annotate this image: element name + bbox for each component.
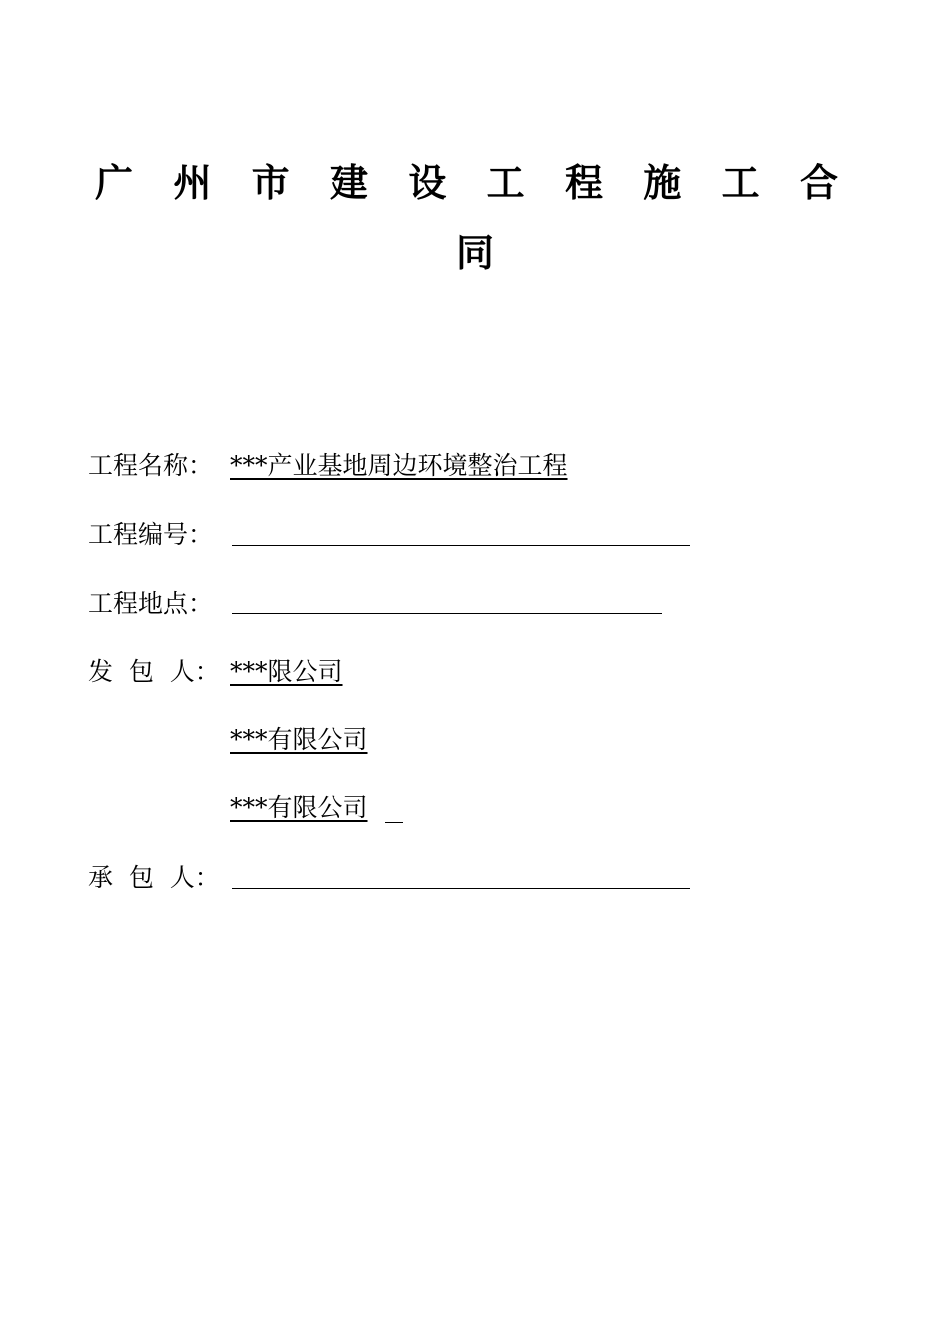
employer-value-1: ***限公司 xyxy=(230,657,343,686)
project-location-blank-line xyxy=(232,613,662,614)
project-location-label: 工程地点： xyxy=(88,589,214,618)
contractor-row xyxy=(88,858,230,898)
project-number-row xyxy=(88,515,230,555)
project-number-label: 工程编号： xyxy=(88,520,214,549)
title-char: 建 xyxy=(329,161,368,205)
project-name-row xyxy=(88,446,568,486)
title-char: 程 xyxy=(564,161,603,205)
project-name-label: 工程名称： xyxy=(88,451,214,480)
employer-value-3: ***有限公司 xyxy=(230,793,368,822)
employer-label: 发 包 人： xyxy=(88,657,220,686)
contract-title-line-1 xyxy=(0,160,950,206)
project-name-value: ***产业基地周边环境整治工程 xyxy=(230,451,568,480)
title-char: 施 xyxy=(643,161,682,205)
title-char: 合 xyxy=(799,161,838,205)
title-char: 州 xyxy=(173,161,212,205)
title-char: 工 xyxy=(721,161,760,205)
contract-title-line-2: 同 xyxy=(455,231,494,275)
project-number-blank-line xyxy=(232,545,690,546)
project-location-row xyxy=(88,584,230,624)
employer-value-2: ***有限公司 xyxy=(230,725,368,754)
contractor-blank-line xyxy=(232,888,690,889)
contractor-label: 承 包 人： xyxy=(88,863,220,892)
title-char: 市 xyxy=(251,161,290,205)
employer-row xyxy=(88,652,343,692)
employer-value-3-trailing-underline xyxy=(385,822,403,823)
title-char: 工 xyxy=(486,161,525,205)
title-char: 设 xyxy=(408,161,447,205)
title-char: 广 xyxy=(95,161,134,205)
